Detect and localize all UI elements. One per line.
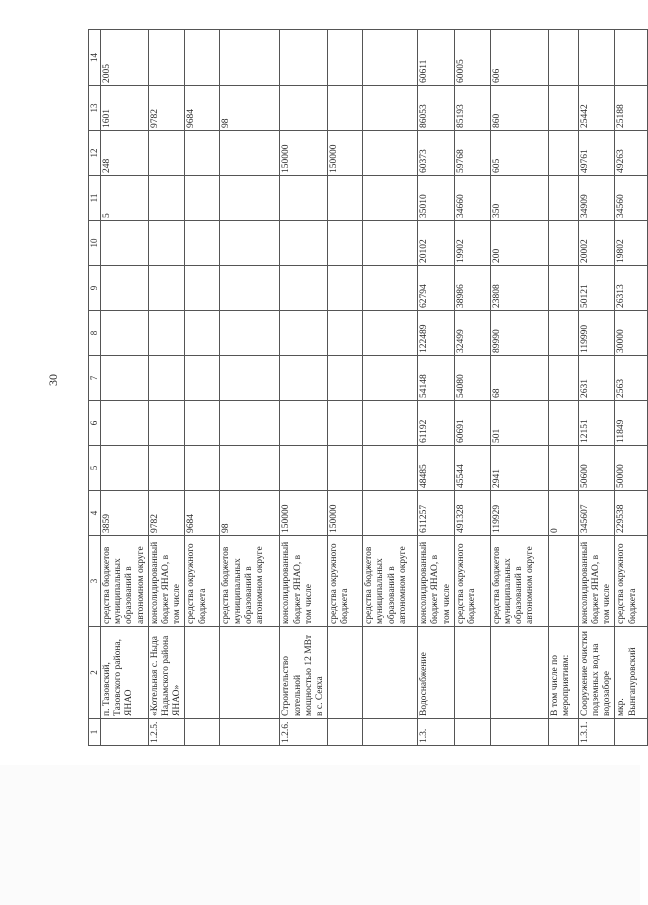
item-number-cell: 1.3.1. bbox=[578, 719, 615, 746]
value-cell: 35010 bbox=[418, 176, 455, 221]
value-cell: 26313 bbox=[615, 266, 648, 311]
table-row bbox=[490, 30, 548, 746]
value-cell: 34909 bbox=[578, 176, 615, 221]
column-number-cell: 10 bbox=[89, 221, 101, 266]
item-number-cell bbox=[328, 719, 363, 746]
value-cell bbox=[578, 30, 615, 86]
value-cell bbox=[148, 401, 185, 446]
value-cell: 350 bbox=[490, 176, 548, 221]
value-cell bbox=[328, 401, 363, 446]
item-number-cell bbox=[185, 719, 220, 746]
column-number-cell: 13 bbox=[89, 86, 101, 131]
item-number-cell bbox=[363, 719, 418, 746]
value-cell: 62794 bbox=[418, 266, 455, 311]
column-number-cell: 14 bbox=[89, 30, 101, 86]
value-cell bbox=[548, 221, 578, 266]
value-cell bbox=[148, 30, 185, 86]
page-margin-bottom bbox=[0, 765, 640, 905]
value-cell: 85193 bbox=[454, 86, 490, 131]
value-cell: 20002 bbox=[578, 221, 615, 266]
value-cell: 150000 bbox=[328, 131, 363, 176]
value-cell bbox=[363, 131, 418, 176]
value-cell bbox=[363, 491, 418, 536]
value-cell: 98 bbox=[220, 86, 280, 131]
value-cell bbox=[101, 266, 149, 311]
funding-source-cell: консолидированный бюджет ЯНАО, в том числе bbox=[418, 536, 455, 627]
funding-source-cell: средства бюджетов муниципальных образований в автономном округе bbox=[363, 536, 418, 627]
value-cell bbox=[328, 356, 363, 401]
value-cell: 30000 bbox=[615, 311, 648, 356]
value-cell bbox=[148, 446, 185, 491]
item-name-cell: Водоснабжение bbox=[418, 627, 455, 719]
value-cell bbox=[280, 401, 328, 446]
value-cell bbox=[185, 266, 220, 311]
item-name-cell bbox=[363, 627, 418, 719]
value-cell bbox=[220, 311, 280, 356]
value-cell: 20102 bbox=[418, 221, 455, 266]
value-cell: 9684 bbox=[185, 491, 220, 536]
table-row bbox=[148, 30, 185, 746]
item-name-cell bbox=[328, 627, 363, 719]
column-number-cell: 9 bbox=[89, 266, 101, 311]
value-cell: 606 bbox=[490, 30, 548, 86]
value-cell: 491328 bbox=[454, 491, 490, 536]
item-name-cell: п. Тазовский, Тазовского района, ЯНАО bbox=[101, 627, 149, 719]
value-cell bbox=[280, 446, 328, 491]
item-number-cell bbox=[615, 719, 648, 746]
item-name-cell bbox=[220, 627, 280, 719]
value-cell bbox=[185, 356, 220, 401]
value-cell: 200 bbox=[490, 221, 548, 266]
column-number-cell: 11 bbox=[89, 176, 101, 221]
value-cell: 150000 bbox=[280, 491, 328, 536]
value-cell: 2563 bbox=[615, 356, 648, 401]
value-cell: 60691 bbox=[454, 401, 490, 446]
value-cell: 19802 bbox=[615, 221, 648, 266]
table-row bbox=[578, 30, 615, 746]
value-cell: 61192 bbox=[418, 401, 455, 446]
value-cell: 48485 bbox=[418, 446, 455, 491]
funding-source-cell: средства бюджетов муниципальных образований в автономном округе bbox=[101, 536, 149, 627]
value-cell: 2941 bbox=[490, 446, 548, 491]
column-number-cell: 2 bbox=[89, 627, 101, 719]
value-cell bbox=[548, 401, 578, 446]
value-cell bbox=[148, 176, 185, 221]
value-cell: 11849 bbox=[615, 401, 648, 446]
value-cell: 49263 bbox=[615, 131, 648, 176]
value-cell: 605 bbox=[490, 131, 548, 176]
funding-source-cell: средства окружного бюджета bbox=[615, 536, 648, 627]
value-cell bbox=[615, 30, 648, 86]
value-cell bbox=[328, 266, 363, 311]
budget-table-sheet bbox=[88, 30, 638, 746]
value-cell bbox=[220, 30, 280, 86]
value-cell: 122489 bbox=[418, 311, 455, 356]
table-row bbox=[185, 30, 220, 746]
value-cell bbox=[101, 446, 149, 491]
value-cell bbox=[548, 86, 578, 131]
funding-source-cell: средства окружного бюджета bbox=[185, 536, 220, 627]
value-cell bbox=[148, 221, 185, 266]
value-cell: 1601 bbox=[101, 86, 149, 131]
item-number-cell bbox=[220, 719, 280, 746]
column-number-cell: 6 bbox=[89, 401, 101, 446]
value-cell bbox=[363, 30, 418, 86]
value-cell: 25188 bbox=[615, 86, 648, 131]
value-cell: 19902 bbox=[454, 221, 490, 266]
value-cell bbox=[328, 311, 363, 356]
value-cell: 50600 bbox=[578, 446, 615, 491]
value-cell bbox=[185, 30, 220, 86]
value-cell: 345607 bbox=[578, 491, 615, 536]
value-cell bbox=[185, 446, 220, 491]
value-cell: 119929 bbox=[490, 491, 548, 536]
value-cell: 9684 bbox=[185, 86, 220, 131]
value-cell bbox=[185, 221, 220, 266]
value-cell bbox=[101, 401, 149, 446]
value-cell: 3859 bbox=[101, 491, 149, 536]
value-cell bbox=[328, 86, 363, 131]
item-number-cell: 1.2.5. bbox=[148, 719, 185, 746]
value-cell: 860 bbox=[490, 86, 548, 131]
funding-source-cell: средства бюджетов муниципальных образований в автономном округе bbox=[220, 536, 280, 627]
funding-source-cell: консолидированный бюджет ЯНАО, в том числе bbox=[280, 536, 328, 627]
item-number-cell bbox=[490, 719, 548, 746]
table-row bbox=[328, 30, 363, 746]
value-cell bbox=[328, 446, 363, 491]
value-cell bbox=[363, 446, 418, 491]
value-cell: 25442 bbox=[578, 86, 615, 131]
funding-source-cell: консолидированный бюджет ЯНАО, в том числе bbox=[578, 536, 615, 627]
item-name-cell bbox=[490, 627, 548, 719]
value-cell: 0 bbox=[548, 491, 578, 536]
value-cell bbox=[220, 401, 280, 446]
value-cell bbox=[363, 401, 418, 446]
funding-source-cell: средства окружного бюджета bbox=[454, 536, 490, 627]
funding-source-cell: консолидированный бюджет ЯНАО, в том числе bbox=[148, 536, 185, 627]
value-cell: 611257 bbox=[418, 491, 455, 536]
value-cell bbox=[548, 266, 578, 311]
rotated-table-container bbox=[88, 30, 638, 746]
value-cell bbox=[363, 356, 418, 401]
value-cell bbox=[185, 311, 220, 356]
value-cell: 60005 bbox=[454, 30, 490, 86]
item-name-cell: «Котельная с. Ныда Надымского района ЯНАО» bbox=[148, 627, 185, 719]
item-name-cell: Строительство котельной мощностью 12 МВт в с. Сеяха bbox=[280, 627, 328, 719]
value-cell bbox=[148, 131, 185, 176]
value-cell: 150000 bbox=[280, 131, 328, 176]
value-cell bbox=[185, 401, 220, 446]
value-cell: 54080 bbox=[454, 356, 490, 401]
table-row bbox=[615, 30, 648, 746]
value-cell bbox=[280, 266, 328, 311]
value-cell: 5 bbox=[101, 176, 149, 221]
value-cell: 34560 bbox=[615, 176, 648, 221]
value-cell bbox=[101, 356, 149, 401]
table-row bbox=[101, 30, 149, 746]
table-row bbox=[454, 30, 490, 746]
value-cell bbox=[328, 176, 363, 221]
value-cell bbox=[363, 176, 418, 221]
value-cell: 60611 bbox=[418, 30, 455, 86]
value-cell bbox=[548, 446, 578, 491]
value-cell: 38986 bbox=[454, 266, 490, 311]
table-row bbox=[548, 30, 578, 746]
value-cell: 501 bbox=[490, 401, 548, 446]
funding-source-cell: средства бюджетов муниципальных образований в автономном округе bbox=[490, 536, 548, 627]
value-cell bbox=[280, 30, 328, 86]
value-cell bbox=[363, 311, 418, 356]
page-number: 30 bbox=[45, 374, 60, 386]
column-number-cell: 7 bbox=[89, 356, 101, 401]
value-cell: 9782 bbox=[148, 86, 185, 131]
value-cell: 49761 bbox=[578, 131, 615, 176]
value-cell bbox=[363, 86, 418, 131]
value-cell: 98 bbox=[220, 491, 280, 536]
value-cell: 89990 bbox=[490, 311, 548, 356]
item-number-cell bbox=[454, 719, 490, 746]
value-cell bbox=[328, 30, 363, 86]
value-cell: 23808 bbox=[490, 266, 548, 311]
value-cell bbox=[280, 356, 328, 401]
item-number-cell: 1.3. bbox=[418, 719, 455, 746]
value-cell: 59768 bbox=[454, 131, 490, 176]
item-name-cell bbox=[185, 627, 220, 719]
value-cell bbox=[220, 221, 280, 266]
value-cell bbox=[148, 356, 185, 401]
value-cell: 86053 bbox=[418, 86, 455, 131]
value-cell bbox=[548, 30, 578, 86]
value-cell bbox=[548, 176, 578, 221]
item-name-cell: В том числе по мероприятиям: bbox=[548, 627, 578, 719]
value-cell: 229538 bbox=[615, 491, 648, 536]
value-cell: 32499 bbox=[454, 311, 490, 356]
value-cell: 54148 bbox=[418, 356, 455, 401]
table-row bbox=[363, 30, 418, 746]
item-name-cell bbox=[454, 627, 490, 719]
value-cell: 119990 bbox=[578, 311, 615, 356]
column-number-cell: 1 bbox=[89, 719, 101, 746]
value-cell bbox=[328, 221, 363, 266]
value-cell bbox=[148, 266, 185, 311]
value-cell bbox=[185, 176, 220, 221]
item-number-cell: 1.2.6. bbox=[280, 719, 328, 746]
table-row bbox=[418, 30, 455, 746]
header-row bbox=[89, 30, 101, 746]
funding-source-cell: средства окружного бюджета bbox=[328, 536, 363, 627]
value-cell bbox=[280, 86, 328, 131]
value-cell bbox=[101, 221, 149, 266]
value-cell: 50121 bbox=[578, 266, 615, 311]
value-cell bbox=[548, 356, 578, 401]
item-name-cell: Сооружение очистки подземных вод на водозаборе bbox=[578, 627, 615, 719]
value-cell bbox=[220, 356, 280, 401]
value-cell: 12151 bbox=[578, 401, 615, 446]
value-cell bbox=[220, 176, 280, 221]
column-number-cell: 12 bbox=[89, 131, 101, 176]
column-number-cell: 8 bbox=[89, 311, 101, 356]
table-row bbox=[280, 30, 328, 746]
value-cell: 9782 bbox=[148, 491, 185, 536]
item-name-cell: мкр. Вынгапуровский bbox=[615, 627, 648, 719]
value-cell bbox=[220, 266, 280, 311]
value-cell: 60373 bbox=[418, 131, 455, 176]
item-number-cell bbox=[101, 719, 149, 746]
value-cell: 2005 bbox=[101, 30, 149, 86]
column-number-cell: 5 bbox=[89, 446, 101, 491]
value-cell bbox=[548, 311, 578, 356]
value-cell bbox=[220, 131, 280, 176]
column-number-cell: 3 bbox=[89, 536, 101, 627]
value-cell: 50000 bbox=[615, 446, 648, 491]
value-cell: 68 bbox=[490, 356, 548, 401]
item-number-cell bbox=[548, 719, 578, 746]
value-cell bbox=[220, 446, 280, 491]
value-cell bbox=[363, 266, 418, 311]
column-number-cell: 4 bbox=[89, 491, 101, 536]
value-cell: 248 bbox=[101, 131, 149, 176]
value-cell bbox=[280, 311, 328, 356]
value-cell: 2631 bbox=[578, 356, 615, 401]
value-cell bbox=[185, 131, 220, 176]
value-cell: 150000 bbox=[328, 491, 363, 536]
value-cell bbox=[148, 311, 185, 356]
table-row bbox=[220, 30, 280, 746]
value-cell: 34660 bbox=[454, 176, 490, 221]
value-cell: 45544 bbox=[454, 446, 490, 491]
funding-source-cell bbox=[548, 536, 578, 627]
value-cell bbox=[101, 311, 149, 356]
budget-table bbox=[88, 29, 648, 746]
value-cell bbox=[280, 176, 328, 221]
value-cell bbox=[363, 221, 418, 266]
value-cell bbox=[548, 131, 578, 176]
value-cell bbox=[280, 221, 328, 266]
